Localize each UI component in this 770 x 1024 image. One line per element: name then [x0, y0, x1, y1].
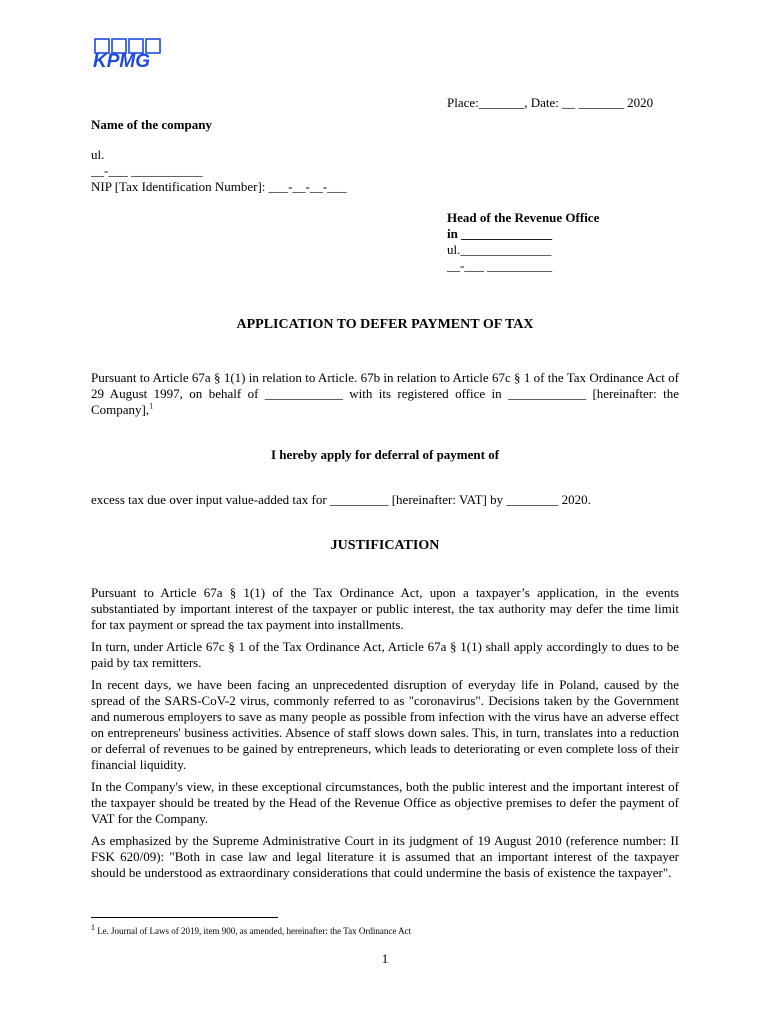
intro-text: Pursuant to Article 67a § 1(1) in relation to Article. 67b in relation to Article 67c § 1 of the Tax Ordinance Act of 29 August 1997, on behalf of ____________ with its registered office in ____________ [hereinafter: the Company], [91, 370, 679, 417]
document-title: APPLICATION TO DEFER PAYMENT OF TAX [236, 317, 534, 332]
kpmg-logo [93, 38, 163, 70]
recipient-in: in ______________ [447, 226, 553, 241]
company-street: ul. [91, 147, 105, 162]
paragraph: As emphasized by the Supreme Administrative Court in its judgment of 19 August 2010 (reference number: II FSK 620/09): "Both in case law and legal literature it is assumed that an important interest of the taxpayer should be understood as extraordinary considerations that could undermine the basis of existence the taxpayer". [91, 833, 679, 880]
intro-paragraph [91, 370, 679, 418]
recipient-title: Head of the Revenue Office [447, 210, 600, 225]
company-name-label: Name of the company [91, 117, 212, 132]
kpmg-logo-graphic [93, 38, 163, 70]
paragraph: In turn, under Article 67c § 1 of the Tax Ordinance Act, Article 67a § 1(1) shall apply accordingly to dues to be paid by tax remitters. [91, 639, 679, 670]
company-postal: __-___ ___________ [91, 163, 203, 178]
recipient-postal: __-___ __________ [447, 258, 553, 273]
kpmg-logo-text: KPMG [93, 51, 150, 70]
page-number: 1 [381, 951, 389, 966]
company-nip: NIP [Tax Identification Number]: ___-__-__-___ [91, 179, 347, 194]
justification-body [91, 585, 679, 887]
apply-heading: I hereby apply for deferral of payment of [270, 447, 500, 462]
vat-line: excess tax due over input value-added tax for _________ [hereinafter: VAT] by ________ 2020. [91, 492, 591, 507]
recipient-street: ul.______________ [447, 242, 552, 257]
footnote [91, 925, 411, 937]
paragraph: In recent days, we have been facing an unprecedented disruption of everyday life in Poland, caused by the spread of the SARS-CoV-2 virus, commonly referred to as "coronavirus". Decisions taken by the Government and numerous employers to save as many people as possible from infection with the virus have an adverse effect on entrepreneurs' business activities. Absence of staff slows down sales. This, in turn, translates into a reduction or deferral of revenues to be gained by entrepreneurs, which leads to deteriorating or even complete loss of their financial liquidity. [91, 677, 679, 772]
justification-heading: JUSTIFICATION [330, 538, 440, 553]
place-date-line: Place:_______, Date: __ _______ 2020 [447, 95, 654, 110]
footnote-divider [91, 917, 278, 918]
footnote-text: I.e. Journal of Laws of 2019, item 900, as amended, hereinafter: the Tax Ordinance Act [95, 926, 412, 936]
company-address [91, 147, 347, 195]
recipient-block [447, 210, 599, 274]
paragraph: In the Company's view, in these exceptional circumstances, both the public interest and the important interest of the taxpayer should be treated by the Head of the Revenue Office as objective premises to defer the payment of VAT for the Company. [91, 779, 679, 826]
paragraph: Pursuant to Article 67a § 1(1) of the Tax Ordinance Act, upon a taxpayer’s application, in the events substantiated by important interest of the taxpayer or public interest, the tax authority may defer the time limit for tax payment or spread the tax payment into installments. [91, 585, 679, 632]
footnote-ref: 1 [149, 401, 154, 411]
footnote-number: 1 [91, 923, 95, 932]
